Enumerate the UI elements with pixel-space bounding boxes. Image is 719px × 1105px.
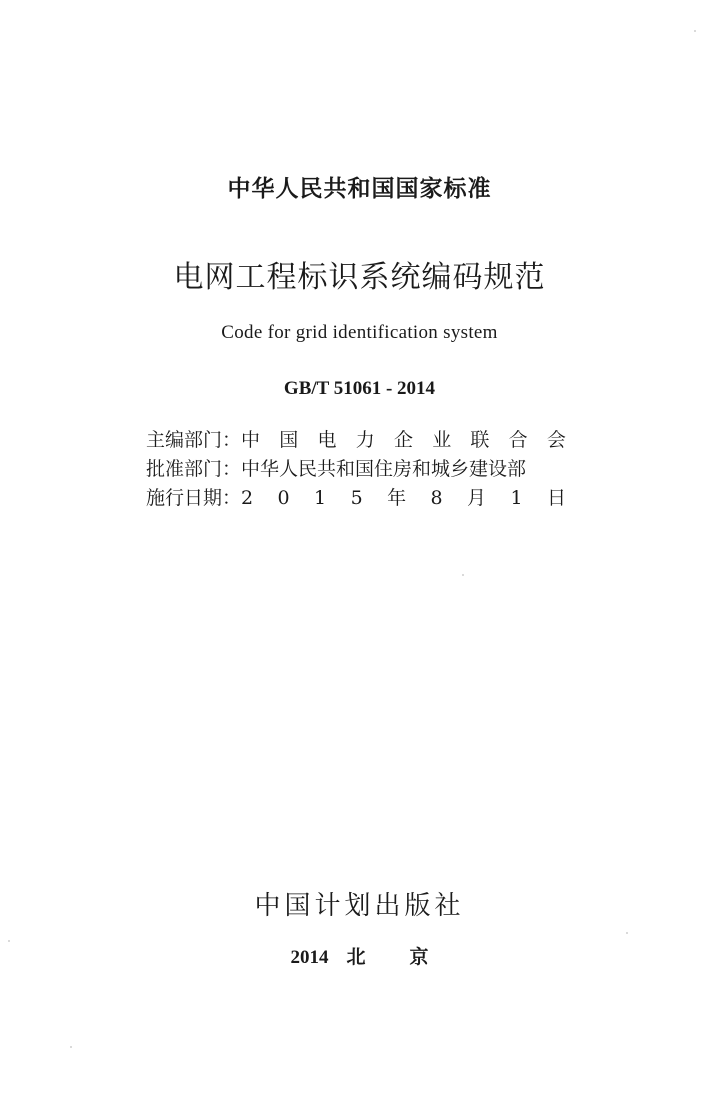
publication-year: 2014 xyxy=(290,947,329,968)
editor-row xyxy=(146,426,566,455)
editor-value xyxy=(241,426,566,455)
date-char: 日 xyxy=(546,487,566,509)
scan-speck xyxy=(462,574,464,576)
approver-value: 中华人民共和国住房和城乡建设部 xyxy=(241,458,527,480)
editor-label: 主编部门： xyxy=(146,429,242,451)
approver-label: 批准部门： xyxy=(146,458,242,480)
date-char: 0 xyxy=(277,487,290,509)
editor-char: 国 xyxy=(279,429,299,451)
editor-char: 会 xyxy=(546,429,566,451)
editor-char: 力 xyxy=(355,429,375,451)
date-char: 8 xyxy=(430,487,443,509)
date-char: 年 xyxy=(387,487,407,509)
publication-city-char: 北 xyxy=(346,947,366,968)
info-block xyxy=(146,426,566,513)
series-heading: 中华人民共和国国家标准 xyxy=(227,176,492,202)
approver-row xyxy=(146,455,566,484)
date-char: 1 xyxy=(510,487,523,509)
editor-char: 中 xyxy=(241,429,261,451)
editor-char: 企 xyxy=(393,429,413,451)
editor-char: 联 xyxy=(470,429,490,451)
publication-city-char: 京 xyxy=(409,947,429,968)
scan-speck xyxy=(694,30,696,32)
date-char: 2 xyxy=(241,487,254,509)
scan-speck xyxy=(626,932,628,934)
editor-char: 电 xyxy=(317,429,337,451)
english-title: Code for grid identification system xyxy=(221,322,498,343)
scan-speck xyxy=(70,1046,72,1048)
editor-char: 业 xyxy=(432,429,452,451)
chinese-title: 电网工程标识系统编码规范 xyxy=(173,260,546,295)
date-char: 1 xyxy=(314,487,327,509)
effective-date-value xyxy=(241,484,566,513)
scan-speck xyxy=(8,940,10,942)
publisher-name: 中国计划出版社 xyxy=(254,891,465,921)
editor-char: 合 xyxy=(508,429,528,451)
date-char: 月 xyxy=(467,487,487,509)
effective-date-row xyxy=(146,484,566,513)
standard-number: GB/T 51061 - 2014 xyxy=(283,378,436,399)
publication-line xyxy=(0,942,719,969)
date-char: 5 xyxy=(350,487,363,509)
effective-date-label: 施行日期： xyxy=(146,487,242,509)
